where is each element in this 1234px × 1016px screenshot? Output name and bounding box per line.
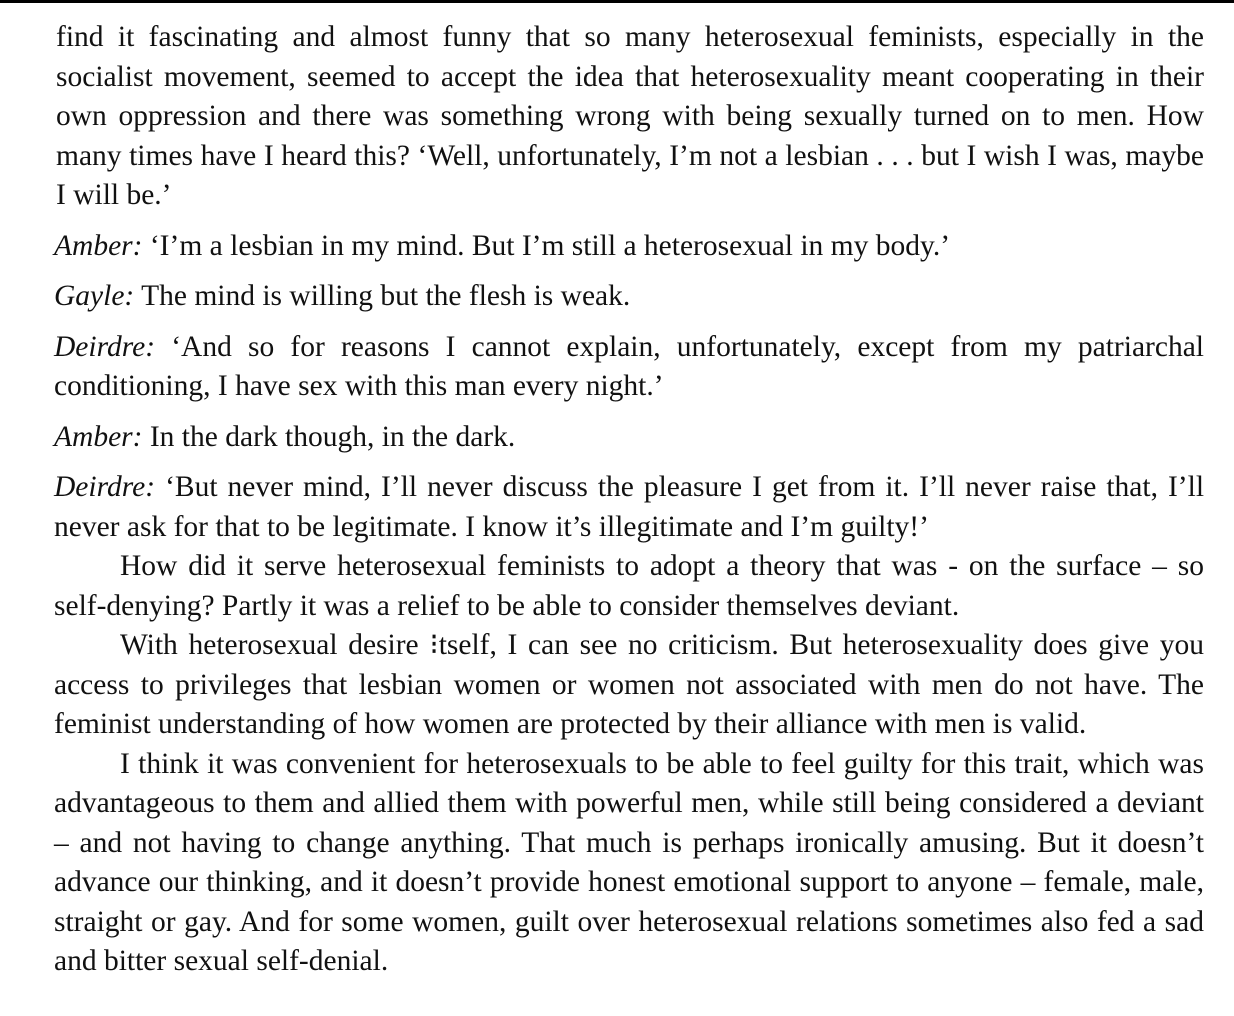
paragraph-text: With heterosexual desire ⁝tself, I can see no criticism. But heterosexuality does give you access to privileges that lesbian women or women not associated with men do not have. The feminist understanding of how women are protected by their alliance with men is valid. bbox=[54, 629, 1204, 740]
dialogue-text: The mind is willing but the flesh is weak. bbox=[141, 280, 631, 312]
top-rule bbox=[0, 0, 1234, 3]
paragraph-text: How did it serve heterosexual feminists to adopt a theory that was - on the surface – so self-denying? Partly it was a relief to be able to consider themselves deviant. bbox=[54, 550, 1204, 622]
speaker-label: Deirdre: bbox=[54, 330, 156, 363]
dialogue-text: ‘I’m a lesbian in my mind. But I’m still a heterosexual in my body.’ bbox=[149, 229, 951, 262]
dialogue-line-gayle bbox=[54, 277, 1204, 317]
dialogue-line-amber bbox=[54, 418, 1204, 458]
paragraph-text: find it fascinating and almost funny that so many heterosexual feminists, especially in the socialist movement, seemed to accept the idea that heterosexuality meant cooperating in their own oppression and there was something wrong with being sexually turned on to men. How many times have I heard this? ‘Well, unfortunately, I’m not a lesbian . . . but I wish I was, maybe I will be.’ bbox=[56, 21, 1204, 211]
speaker-label: Amber: bbox=[54, 229, 143, 262]
page-text bbox=[54, 18, 1204, 982]
dialogue-text: ‘But never mind, I’ll never discuss the pleasure I get from it. I’ll never raise that, I’ll never ask for that to be legitimate. I know it’s illegitimate and I’m guilty!’ bbox=[54, 471, 1205, 543]
dialogue-line-deirdre bbox=[54, 328, 1204, 407]
paragraph-body bbox=[54, 547, 1204, 626]
dialogue-text: ‘And so for reasons I cannot explain, unfortunately, except from my patriarchal conditioning, I have sex with this man every night.’ bbox=[54, 330, 1204, 402]
dialogue-text: In the dark though, in the dark. bbox=[149, 420, 516, 453]
paragraph-body bbox=[54, 626, 1204, 745]
paragraph-body bbox=[54, 745, 1204, 982]
dialogue-line-deirdre bbox=[54, 468, 1204, 547]
speaker-label: Amber: bbox=[54, 420, 143, 453]
speaker-label: Gayle: bbox=[54, 280, 135, 312]
speaker-label: Deirdre: bbox=[54, 471, 156, 503]
paragraph-text: I think it was convenient for heterosexuals to be able to feel guilty for this trait, which was advantageous to them and allied them with powerful men, while still being considered a deviant – and not having to change anything. That much is perhaps ironically amusing. But it doesn’t advance our thinking, and it doesn’t provide honest emotional support to anyone – female, male, straight or gay. And for some women, guilt over heterosexual relations sometimes also fed a sad and bitter sexual self-denial. bbox=[54, 747, 1204, 977]
dialogue-line-amber bbox=[54, 227, 1204, 267]
paragraph-intro bbox=[56, 18, 1204, 216]
